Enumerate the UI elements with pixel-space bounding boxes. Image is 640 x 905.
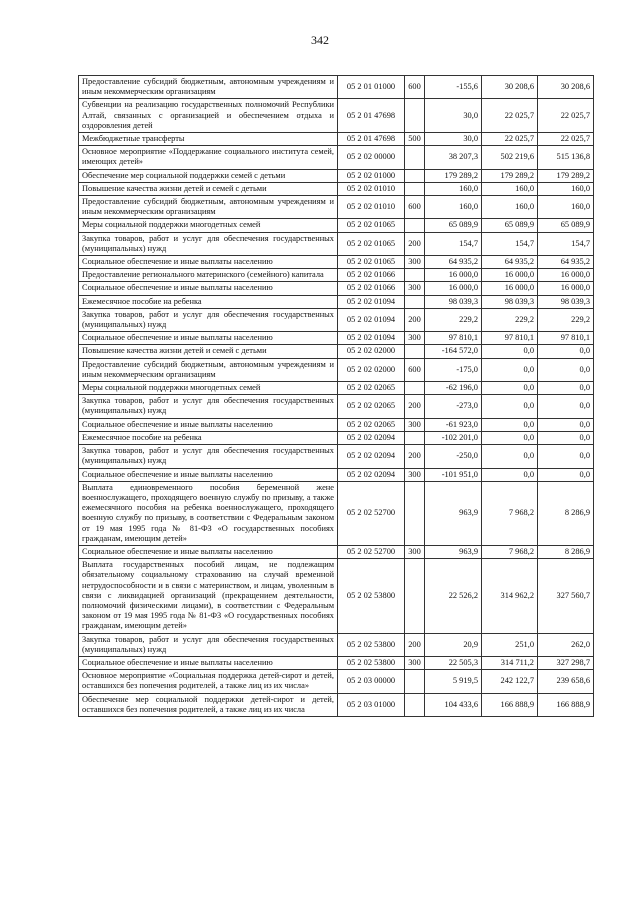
table-row xyxy=(79,76,594,99)
amount-year2-cell: 179 289,2 xyxy=(482,169,538,182)
amount-year3-cell: 239 658,6 xyxy=(538,670,594,693)
row-name-cell: Закупка товаров, работ и услуг для обеспечения государственных (муниципальных) нужд xyxy=(79,308,338,331)
target-code-cell: 05 2 02 53800 xyxy=(338,559,405,633)
target-code-cell: 05 2 02 01000 xyxy=(338,169,405,182)
target-code-cell: 05 2 02 01094 xyxy=(338,308,405,331)
target-code-cell: 05 2 02 53800 xyxy=(338,633,405,656)
amount-year3-cell: 160,0 xyxy=(538,196,594,219)
amount-year3-cell: 327 560,7 xyxy=(538,559,594,633)
amount-year1-cell: 160,0 xyxy=(425,182,482,195)
row-name-cell: Обеспечение мер социальной поддержки детей-сирот и детей, оставшихся без попечения родителей, а также лиц из их числа xyxy=(79,693,338,716)
table-row xyxy=(79,295,594,308)
amount-year3-cell: 0,0 xyxy=(538,431,594,444)
amount-year1-cell: 963,9 xyxy=(425,481,482,545)
amount-year3-cell: 166 888,9 xyxy=(538,693,594,716)
amount-year3-cell: 262,0 xyxy=(538,633,594,656)
expense-type-cell: 200 xyxy=(405,395,425,418)
row-name-cell: Ежемесячное пособие на ребенка xyxy=(79,431,338,444)
amount-year3-cell: 160,0 xyxy=(538,182,594,195)
table-row xyxy=(79,445,594,468)
amount-year3-cell: 229,2 xyxy=(538,308,594,331)
expense-type-cell xyxy=(405,481,425,545)
amount-year2-cell: 0,0 xyxy=(482,345,538,358)
row-name-cell: Социальное обеспечение и иные выплаты населению xyxy=(79,545,338,558)
amount-year1-cell: 30,0 xyxy=(425,133,482,146)
amount-year1-cell: -62 196,0 xyxy=(425,382,482,395)
table-row xyxy=(79,99,594,133)
expense-type-cell: 200 xyxy=(405,445,425,468)
target-code-cell: 05 2 02 02094 xyxy=(338,468,405,481)
row-name-cell: Ежемесячное пособие на ребенка xyxy=(79,295,338,308)
amount-year2-cell: 64 935,2 xyxy=(482,256,538,269)
amount-year1-cell: -164 572,0 xyxy=(425,345,482,358)
amount-year3-cell: 179 289,2 xyxy=(538,169,594,182)
target-code-cell: 05 2 02 01065 xyxy=(338,219,405,232)
row-name-cell: Выплата единовременного пособия беременной жене военнослужащего, проходящего военную службу по призыву, а также ежемесячного пособия на ребенка военнослужащего, проходящего военную службу по призыву, в соответствии с Федеральным законом от 19 мая 1995 года № 81-ФЗ «О государственных пособиях гражданам, имеющим детей» xyxy=(79,481,338,545)
row-name-cell: Социальное обеспечение и иные выплаты населению xyxy=(79,332,338,345)
table-row xyxy=(79,232,594,255)
expense-type-cell: 600 xyxy=(405,358,425,381)
table-row xyxy=(79,358,594,381)
table-row xyxy=(79,269,594,282)
table-row xyxy=(79,670,594,693)
amount-year3-cell: 8 286,9 xyxy=(538,481,594,545)
expense-type-cell: 300 xyxy=(405,468,425,481)
expense-type-cell: 300 xyxy=(405,656,425,669)
target-code-cell: 05 2 02 02000 xyxy=(338,358,405,381)
target-code-cell: 05 2 02 01010 xyxy=(338,196,405,219)
table-row xyxy=(79,656,594,669)
target-code-cell: 05 2 01 01000 xyxy=(338,76,405,99)
table-row xyxy=(79,481,594,545)
table-row xyxy=(79,169,594,182)
target-code-cell: 05 2 02 01010 xyxy=(338,182,405,195)
expense-type-cell: 600 xyxy=(405,196,425,219)
amount-year3-cell: 64 935,2 xyxy=(538,256,594,269)
table-row xyxy=(79,395,594,418)
amount-year1-cell: 229,2 xyxy=(425,308,482,331)
table-row xyxy=(79,693,594,716)
target-code-cell: 05 2 02 01065 xyxy=(338,232,405,255)
amount-year1-cell: 16 000,0 xyxy=(425,282,482,295)
row-name-cell: Повышение качества жизни детей и семей с детьми xyxy=(79,182,338,195)
row-name-cell: Меры социальной поддержки многодетных семей xyxy=(79,382,338,395)
amount-year3-cell: 0,0 xyxy=(538,358,594,381)
amount-year3-cell: 98 039,3 xyxy=(538,295,594,308)
target-code-cell: 05 2 02 52700 xyxy=(338,481,405,545)
amount-year1-cell: -175,0 xyxy=(425,358,482,381)
amount-year1-cell: 16 000,0 xyxy=(425,269,482,282)
amount-year3-cell: 97 810,1 xyxy=(538,332,594,345)
amount-year1-cell: 64 935,2 xyxy=(425,256,482,269)
table-row xyxy=(79,418,594,431)
row-name-cell: Предоставление субсидий бюджетным, автономным учреждениям и иным некоммерческим организациям xyxy=(79,76,338,99)
target-code-cell: 05 2 02 00000 xyxy=(338,146,405,169)
amount-year3-cell: 16 000,0 xyxy=(538,269,594,282)
amount-year3-cell: 0,0 xyxy=(538,345,594,358)
amount-year1-cell: 104 433,6 xyxy=(425,693,482,716)
target-code-cell: 05 2 02 52700 xyxy=(338,545,405,558)
budget-table xyxy=(78,75,594,717)
table-row xyxy=(79,431,594,444)
amount-year3-cell: 515 136,8 xyxy=(538,146,594,169)
expense-type-cell xyxy=(405,169,425,182)
expense-type-cell: 600 xyxy=(405,76,425,99)
row-name-cell: Закупка товаров, работ и услуг для обеспечения государственных (муниципальных) нужд xyxy=(79,633,338,656)
expense-type-cell xyxy=(405,182,425,195)
table-row xyxy=(79,219,594,232)
amount-year1-cell: -250,0 xyxy=(425,445,482,468)
amount-year2-cell: 0,0 xyxy=(482,358,538,381)
amount-year2-cell: 229,2 xyxy=(482,308,538,331)
amount-year3-cell: 22 025,7 xyxy=(538,99,594,133)
amount-year1-cell: 98 039,3 xyxy=(425,295,482,308)
expense-type-cell xyxy=(405,431,425,444)
amount-year2-cell: 160,0 xyxy=(482,182,538,195)
row-name-cell: Предоставление субсидий бюджетным, автономным учреждениям и иным некоммерческим организациям xyxy=(79,358,338,381)
row-name-cell: Социальное обеспечение и иные выплаты населению xyxy=(79,282,338,295)
amount-year1-cell: 5 919,5 xyxy=(425,670,482,693)
amount-year2-cell: 16 000,0 xyxy=(482,282,538,295)
expense-type-cell xyxy=(405,146,425,169)
expense-type-cell: 200 xyxy=(405,633,425,656)
row-name-cell: Предоставление регионального материнского (семейного) капитала xyxy=(79,269,338,282)
table-row xyxy=(79,468,594,481)
target-code-cell: 05 2 02 01066 xyxy=(338,282,405,295)
row-name-cell: Социальное обеспечение и иные выплаты населению xyxy=(79,256,338,269)
amount-year2-cell: 154,7 xyxy=(482,232,538,255)
target-code-cell: 05 2 03 00000 xyxy=(338,670,405,693)
amount-year3-cell: 154,7 xyxy=(538,232,594,255)
table-row xyxy=(79,282,594,295)
amount-year1-cell: 22 526,2 xyxy=(425,559,482,633)
table-row xyxy=(79,308,594,331)
expense-type-cell: 300 xyxy=(405,545,425,558)
row-name-cell: Предоставление субсидий бюджетным, автономным учреждениям и иным некоммерческим организациям xyxy=(79,196,338,219)
expense-type-cell xyxy=(405,382,425,395)
expense-type-cell: 500 xyxy=(405,133,425,146)
amount-year3-cell: 0,0 xyxy=(538,445,594,468)
amount-year2-cell: 314 711,2 xyxy=(482,656,538,669)
amount-year1-cell: -61 923,0 xyxy=(425,418,482,431)
target-code-cell: 05 2 03 01000 xyxy=(338,693,405,716)
amount-year3-cell: 65 089,9 xyxy=(538,219,594,232)
amount-year2-cell: 97 810,1 xyxy=(482,332,538,345)
amount-year3-cell: 8 286,9 xyxy=(538,545,594,558)
budget-table-body xyxy=(79,76,594,717)
row-name-cell: Основное мероприятие «Социальная поддержка детей-сирот и детей, оставшихся без попечения родителей, а также лиц из их числа» xyxy=(79,670,338,693)
amount-year1-cell: 97 810,1 xyxy=(425,332,482,345)
target-code-cell: 05 2 02 02065 xyxy=(338,418,405,431)
table-row xyxy=(79,382,594,395)
table-row xyxy=(79,332,594,345)
amount-year3-cell: 0,0 xyxy=(538,468,594,481)
amount-year2-cell: 314 962,2 xyxy=(482,559,538,633)
amount-year1-cell: 65 089,9 xyxy=(425,219,482,232)
row-name-cell: Закупка товаров, работ и услуг для обеспечения государственных (муниципальных) нужд xyxy=(79,395,338,418)
row-name-cell: Субвенции на реализацию государственных полномочий Республики Алтай, связанных с организацией и обеспечением отдыха и оздоровления детей xyxy=(79,99,338,133)
amount-year1-cell: 179 289,2 xyxy=(425,169,482,182)
expense-type-cell: 300 xyxy=(405,332,425,345)
target-code-cell: 05 2 02 02000 xyxy=(338,345,405,358)
row-name-cell: Социальное обеспечение и иные выплаты населению xyxy=(79,468,338,481)
row-name-cell: Основное мероприятие «Поддержание социального института семей, имеющих детей» xyxy=(79,146,338,169)
amount-year3-cell: 0,0 xyxy=(538,382,594,395)
expense-type-cell: 200 xyxy=(405,232,425,255)
amount-year1-cell: -101 951,0 xyxy=(425,468,482,481)
target-code-cell: 05 2 01 47698 xyxy=(338,133,405,146)
target-code-cell: 05 2 02 02094 xyxy=(338,445,405,468)
amount-year2-cell: 0,0 xyxy=(482,395,538,418)
target-code-cell: 05 2 02 01065 xyxy=(338,256,405,269)
table-row xyxy=(79,545,594,558)
table-row xyxy=(79,256,594,269)
amount-year1-cell: -273,0 xyxy=(425,395,482,418)
amount-year3-cell: 22 025,7 xyxy=(538,133,594,146)
amount-year3-cell: 16 000,0 xyxy=(538,282,594,295)
table-row xyxy=(79,559,594,633)
amount-year3-cell: 30 208,6 xyxy=(538,76,594,99)
expense-type-cell xyxy=(405,99,425,133)
amount-year3-cell: 0,0 xyxy=(538,418,594,431)
table-row xyxy=(79,146,594,169)
target-code-cell: 05 2 02 01066 xyxy=(338,269,405,282)
table-row xyxy=(79,182,594,195)
table-row xyxy=(79,633,594,656)
amount-year2-cell: 166 888,9 xyxy=(482,693,538,716)
expense-type-cell xyxy=(405,670,425,693)
target-code-cell: 05 2 01 47698 xyxy=(338,99,405,133)
target-code-cell: 05 2 02 01094 xyxy=(338,332,405,345)
expense-type-cell xyxy=(405,269,425,282)
amount-year2-cell: 98 039,3 xyxy=(482,295,538,308)
row-name-cell: Выплата государственных пособий лицам, не подлежащим обязательному социальному страхованию на случай временной нетрудоспособности и в связи с материнством, и лицам, уволенным в связи с ликвидацией организаций (прекращением деятельности, полномочий физическими лицами), в соответствии с Федеральным законом от 19 мая 1995 года № 81-ФЗ «О государственных пособиях гражданам, имеющим детей» xyxy=(79,559,338,633)
amount-year3-cell: 327 298,7 xyxy=(538,656,594,669)
expense-type-cell: 300 xyxy=(405,282,425,295)
expense-type-cell xyxy=(405,219,425,232)
amount-year2-cell: 30 208,6 xyxy=(482,76,538,99)
expense-type-cell xyxy=(405,559,425,633)
target-code-cell: 05 2 02 53800 xyxy=(338,656,405,669)
expense-type-cell xyxy=(405,345,425,358)
amount-year2-cell: 242 122,7 xyxy=(482,670,538,693)
amount-year3-cell: 0,0 xyxy=(538,395,594,418)
amount-year2-cell: 0,0 xyxy=(482,431,538,444)
expense-type-cell xyxy=(405,693,425,716)
amount-year2-cell: 22 025,7 xyxy=(482,133,538,146)
amount-year2-cell: 7 968,2 xyxy=(482,545,538,558)
row-name-cell: Межбюджетные трансферты xyxy=(79,133,338,146)
row-name-cell: Меры социальной поддержки многодетных семей xyxy=(79,219,338,232)
amount-year2-cell: 160,0 xyxy=(482,196,538,219)
target-code-cell: 05 2 02 02094 xyxy=(338,431,405,444)
target-code-cell: 05 2 02 02065 xyxy=(338,395,405,418)
page-number: 342 xyxy=(311,33,329,47)
expense-type-cell xyxy=(405,295,425,308)
amount-year1-cell: 963,9 xyxy=(425,545,482,558)
row-name-cell: Закупка товаров, работ и услуг для обеспечения государственных (муниципальных) нужд xyxy=(79,445,338,468)
amount-year1-cell: 20,9 xyxy=(425,633,482,656)
expense-type-cell: 300 xyxy=(405,256,425,269)
amount-year1-cell: -102 201,0 xyxy=(425,431,482,444)
amount-year2-cell: 22 025,7 xyxy=(482,99,538,133)
amount-year2-cell: 251,0 xyxy=(482,633,538,656)
amount-year1-cell: 30,0 xyxy=(425,99,482,133)
row-name-cell: Социальное обеспечение и иные выплаты населению xyxy=(79,418,338,431)
expense-type-cell: 300 xyxy=(405,418,425,431)
amount-year2-cell: 65 089,9 xyxy=(482,219,538,232)
row-name-cell: Закупка товаров, работ и услуг для обеспечения государственных (муниципальных) нужд xyxy=(79,232,338,255)
target-code-cell: 05 2 02 01094 xyxy=(338,295,405,308)
amount-year2-cell: 0,0 xyxy=(482,468,538,481)
row-name-cell: Повышение качества жизни детей и семей с детьми xyxy=(79,345,338,358)
table-row xyxy=(79,133,594,146)
expense-type-cell: 200 xyxy=(405,308,425,331)
amount-year2-cell: 0,0 xyxy=(482,418,538,431)
amount-year1-cell: 22 505,3 xyxy=(425,656,482,669)
amount-year2-cell: 16 000,0 xyxy=(482,269,538,282)
row-name-cell: Социальное обеспечение и иные выплаты населению xyxy=(79,656,338,669)
amount-year1-cell: 160,0 xyxy=(425,196,482,219)
table-row xyxy=(79,196,594,219)
row-name-cell: Обеспечение мер социальной поддержки семей с детьми xyxy=(79,169,338,182)
amount-year1-cell: -155,6 xyxy=(425,76,482,99)
amount-year2-cell: 7 968,2 xyxy=(482,481,538,545)
amount-year2-cell: 0,0 xyxy=(482,445,538,468)
amount-year2-cell: 502 219,6 xyxy=(482,146,538,169)
amount-year1-cell: 154,7 xyxy=(425,232,482,255)
target-code-cell: 05 2 02 02065 xyxy=(338,382,405,395)
amount-year1-cell: 38 207,3 xyxy=(425,146,482,169)
table-row xyxy=(79,345,594,358)
amount-year2-cell: 0,0 xyxy=(482,382,538,395)
